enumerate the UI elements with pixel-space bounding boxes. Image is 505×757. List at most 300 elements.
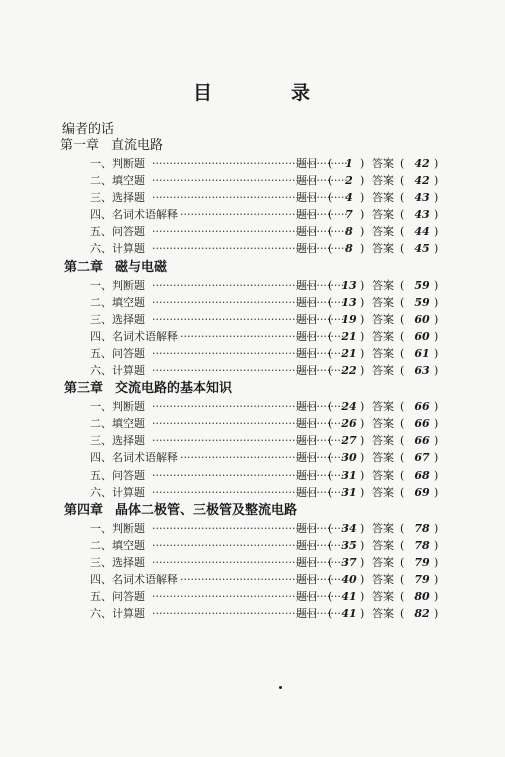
- answer-label: 答案: [372, 607, 394, 621]
- close-paren: ): [434, 242, 439, 256]
- open-paren: (: [328, 295, 333, 309]
- toc-entry: [60, 432, 460, 449]
- question-page-number: 8: [345, 242, 353, 256]
- toc-entry: [60, 467, 460, 484]
- answer-label: 答案: [372, 329, 394, 343]
- entry-label: 计算题: [112, 607, 145, 621]
- dot-leader: [152, 537, 348, 554]
- entry-index: 二、: [90, 538, 112, 552]
- close-paren: ): [434, 521, 439, 535]
- chapter-heading: [64, 379, 460, 398]
- chapter-title: 晶体二极管、三极管及整流电路: [115, 502, 298, 518]
- open-paren: (: [400, 538, 405, 552]
- answer-label: 答案: [372, 364, 394, 378]
- answer-page-number: 78: [414, 521, 430, 535]
- open-paren: (: [400, 242, 405, 256]
- answer-page-number: 60: [414, 329, 430, 343]
- open-paren: (: [328, 364, 333, 378]
- close-paren: ): [434, 485, 439, 499]
- question-label: 题目: [296, 468, 318, 482]
- answer-page-number: 79: [414, 572, 430, 586]
- close-paren: ): [360, 225, 365, 239]
- entry-index: 三、: [90, 434, 112, 448]
- answer-page-number: 67: [414, 451, 430, 465]
- close-paren: ): [434, 572, 439, 586]
- entry-index: 六、: [90, 485, 112, 499]
- question-label: 题目: [296, 590, 318, 604]
- entry-label: 计算题: [112, 242, 145, 256]
- question-page-number: 13: [341, 278, 357, 292]
- close-paren: ): [360, 485, 365, 499]
- open-paren: (: [400, 191, 405, 205]
- close-paren: ): [434, 278, 439, 292]
- answer-label: 答案: [372, 295, 394, 309]
- close-paren: ): [360, 364, 365, 378]
- question-label: 题目: [296, 346, 318, 360]
- close-paren: ): [434, 607, 439, 621]
- answer-page-number: 44: [414, 225, 430, 239]
- preface-entry: 编者的话: [62, 122, 115, 137]
- dot-leader: [152, 345, 348, 362]
- close-paren: ): [434, 174, 439, 188]
- open-paren: (: [328, 174, 333, 188]
- dot-leader: [152, 398, 348, 415]
- answer-label: 答案: [372, 346, 394, 360]
- close-paren: ): [434, 225, 439, 239]
- toc-entry: [60, 398, 460, 415]
- close-paren: ): [360, 278, 365, 292]
- question-label: 题目: [296, 555, 318, 569]
- chapter-heading: [64, 258, 460, 277]
- entry-index: 二、: [90, 295, 112, 309]
- question-label: 题目: [296, 191, 318, 205]
- dot-leader: [152, 362, 348, 379]
- answer-page-number: 45: [414, 242, 430, 256]
- open-paren: (: [400, 157, 405, 170]
- answer-label: 答案: [372, 434, 394, 448]
- answer-label: 答案: [372, 157, 394, 170]
- toc-entry: [60, 362, 460, 379]
- dot-leader: [152, 415, 348, 432]
- toc-entry: [60, 484, 460, 501]
- entry-label: 问答题: [112, 346, 145, 360]
- answer-page-number: 78: [414, 538, 430, 552]
- answer-page-number: 69: [414, 485, 430, 499]
- open-paren: (: [400, 346, 405, 360]
- question-page-number: 35: [341, 538, 357, 552]
- answer-page-number: 82: [414, 607, 430, 621]
- entry-index: 六、: [90, 242, 112, 256]
- toc-entry: [60, 311, 460, 328]
- chapter-number: 第三章: [64, 381, 104, 397]
- entry-label: 问答题: [112, 590, 145, 604]
- question-page-number: 30: [341, 451, 357, 465]
- close-paren: ): [434, 468, 439, 482]
- question-label: 题目: [296, 400, 318, 414]
- answer-label: 答案: [372, 208, 394, 222]
- answer-page-number: 42: [414, 174, 430, 188]
- open-paren: (: [400, 278, 405, 292]
- open-paren: (: [328, 468, 333, 482]
- open-paren: (: [328, 451, 333, 465]
- close-paren: ): [434, 191, 439, 205]
- entry-index: 一、: [90, 157, 112, 170]
- question-page-number: 41: [341, 607, 357, 621]
- entry-index: 四、: [90, 208, 112, 222]
- open-paren: (: [328, 521, 333, 535]
- close-paren: ): [360, 312, 365, 326]
- entry-index: 二、: [90, 417, 112, 431]
- chapter-title: 磁与电磁: [115, 259, 168, 275]
- open-paren: (: [400, 607, 405, 621]
- entry-label: 判断题: [112, 400, 145, 414]
- answer-label: 答案: [372, 468, 394, 482]
- answer-label: 答案: [372, 451, 394, 465]
- entry-index: 三、: [90, 191, 112, 205]
- close-paren: ): [360, 521, 365, 535]
- entry-index: 三、: [90, 312, 112, 326]
- entry-label: 名词术语解释: [112, 329, 178, 343]
- entry-index: 二、: [90, 174, 112, 188]
- close-paren: ): [434, 434, 439, 448]
- answer-page-number: 43: [414, 208, 430, 222]
- close-paren: ): [434, 590, 439, 604]
- open-paren: (: [328, 400, 333, 414]
- entry-label: 计算题: [112, 485, 145, 499]
- answer-page-number: 59: [414, 278, 430, 292]
- close-paren: ): [360, 208, 365, 222]
- question-page-number: 19: [341, 312, 357, 326]
- question-page-number: 13: [341, 295, 357, 309]
- answer-label: 答案: [372, 278, 394, 292]
- question-label: 题目: [296, 157, 318, 170]
- close-paren: ): [360, 538, 365, 552]
- chapter-title: 直流电路: [111, 138, 164, 153]
- answer-label: 答案: [372, 417, 394, 431]
- entry-index: 三、: [90, 555, 112, 569]
- open-paren: (: [328, 242, 333, 256]
- question-page-number: 7: [345, 208, 353, 222]
- answer-page-number: 79: [414, 555, 430, 569]
- toc-entry: [60, 277, 460, 294]
- answer-label: 答案: [372, 572, 394, 586]
- open-paren: (: [328, 572, 333, 586]
- open-paren: (: [328, 329, 333, 343]
- entry-label: 选择题: [112, 555, 145, 569]
- close-paren: ): [434, 157, 439, 170]
- close-paren: ): [360, 295, 365, 309]
- answer-label: 答案: [372, 538, 394, 552]
- close-paren: ): [434, 329, 439, 343]
- entry-index: 一、: [90, 400, 112, 414]
- entry-label: 填空题: [112, 417, 145, 431]
- entry-index: 五、: [90, 346, 112, 360]
- entry-label: 问答题: [112, 468, 145, 482]
- answer-label: 答案: [372, 590, 394, 604]
- chapter-number: 第一章: [60, 138, 100, 153]
- answer-label: 答案: [372, 485, 394, 499]
- entry-label: 填空题: [112, 174, 145, 188]
- open-paren: (: [328, 312, 333, 326]
- question-label: 题目: [296, 485, 318, 499]
- entry-label: 计算题: [112, 364, 145, 378]
- open-paren: (: [328, 607, 333, 621]
- toc-entry: [60, 345, 460, 362]
- close-paren: ): [360, 607, 365, 621]
- dot-leader: [152, 432, 348, 449]
- dot-leader: [152, 240, 348, 257]
- open-paren: (: [400, 434, 405, 448]
- answer-page-number: 80: [414, 590, 430, 604]
- chapter-title: 交流电路的基本知识: [115, 381, 233, 397]
- question-label: 题目: [296, 174, 318, 188]
- question-page-number: 8: [345, 225, 353, 239]
- open-paren: (: [400, 295, 405, 309]
- dot-leader: [152, 467, 348, 484]
- open-paren: (: [400, 590, 405, 604]
- answer-page-number: 61: [414, 346, 430, 360]
- entry-label: 选择题: [112, 191, 145, 205]
- close-paren: ): [434, 417, 439, 431]
- close-paren: ): [360, 555, 365, 569]
- question-label: 题目: [296, 242, 318, 256]
- close-paren: ): [360, 329, 365, 343]
- open-paren: (: [328, 157, 333, 170]
- open-paren: (: [400, 174, 405, 188]
- entry-label: 填空题: [112, 295, 145, 309]
- open-paren: (: [328, 538, 333, 552]
- toc-entry: [60, 294, 460, 311]
- answer-label: 答案: [372, 225, 394, 239]
- dot-leader: [152, 172, 348, 189]
- open-paren: (: [400, 417, 405, 431]
- answer-label: 答案: [372, 242, 394, 256]
- entry-label: 填空题: [112, 538, 145, 552]
- dot-leader: [152, 588, 348, 605]
- dot-leader: [152, 449, 348, 466]
- question-label: 题目: [296, 572, 318, 586]
- close-paren: ): [360, 174, 365, 188]
- close-paren: ): [434, 555, 439, 569]
- page-title: 目 录: [192, 82, 340, 104]
- open-paren: (: [328, 278, 333, 292]
- close-paren: ): [434, 312, 439, 326]
- entry-label: 判断题: [112, 521, 145, 535]
- entry-index: 五、: [90, 468, 112, 482]
- question-label: 题目: [296, 295, 318, 309]
- answer-page-number: 66: [414, 417, 430, 431]
- answer-page-number: 42: [414, 157, 430, 170]
- entry-label: 判断题: [112, 157, 145, 170]
- question-page-number: 1: [345, 157, 353, 170]
- answer-page-number: 63: [414, 364, 430, 378]
- question-page-number: 2: [345, 174, 353, 188]
- entry-index: 一、: [90, 278, 112, 292]
- question-label: 题目: [296, 417, 318, 431]
- open-paren: (: [400, 225, 405, 239]
- open-paren: (: [400, 364, 405, 378]
- open-paren: (: [328, 555, 333, 569]
- page-mark: [279, 686, 282, 689]
- close-paren: ): [360, 191, 365, 205]
- answer-label: 答案: [372, 521, 394, 535]
- close-paren: ): [360, 572, 365, 586]
- toc-entry: [60, 189, 460, 206]
- chapter-number: 第四章: [64, 502, 104, 518]
- entry-index: 四、: [90, 451, 112, 465]
- question-label: 题目: [296, 208, 318, 222]
- open-paren: (: [400, 468, 405, 482]
- entry-label: 问答题: [112, 225, 145, 239]
- answer-label: 答案: [372, 174, 394, 188]
- close-paren: ): [360, 417, 365, 431]
- question-page-number: 21: [341, 346, 357, 360]
- close-paren: ): [434, 208, 439, 222]
- open-paren: (: [400, 400, 405, 414]
- question-page-number: 31: [341, 485, 357, 499]
- close-paren: ): [434, 538, 439, 552]
- dot-leader: [152, 277, 348, 294]
- entry-index: 五、: [90, 225, 112, 239]
- entry-label: 选择题: [112, 434, 145, 448]
- open-paren: (: [400, 312, 405, 326]
- close-paren: ): [360, 468, 365, 482]
- answer-page-number: 43: [414, 191, 430, 205]
- toc-entry: [60, 223, 460, 240]
- toc-entry: [60, 520, 460, 537]
- close-paren: ): [434, 346, 439, 360]
- toc-entry: [60, 537, 460, 554]
- dot-leader: [152, 328, 348, 345]
- entry-label: 名词术语解释: [112, 451, 178, 465]
- close-paren: ): [360, 400, 365, 414]
- open-paren: (: [328, 208, 333, 222]
- toc-entry: [60, 240, 460, 257]
- entry-label: 名词术语解释: [112, 208, 178, 222]
- close-paren: ): [360, 434, 365, 448]
- close-paren: ): [360, 242, 365, 256]
- answer-page-number: 66: [414, 434, 430, 448]
- open-paren: (: [328, 417, 333, 431]
- toc-entry: [60, 571, 460, 588]
- toc-entry: [60, 449, 460, 466]
- close-paren: ): [434, 451, 439, 465]
- close-paren: ): [360, 157, 365, 170]
- toc-entry: [60, 554, 460, 571]
- question-page-number: 27: [341, 434, 357, 448]
- answer-page-number: 66: [414, 400, 430, 414]
- answer-label: 答案: [372, 191, 394, 205]
- question-label: 题目: [296, 329, 318, 343]
- entry-index: 六、: [90, 364, 112, 378]
- toc-entry: [60, 415, 460, 432]
- question-page-number: 34: [341, 521, 357, 535]
- open-paren: (: [328, 346, 333, 360]
- toc-entry: [60, 155, 460, 172]
- close-paren: ): [360, 590, 365, 604]
- dot-leader: [152, 571, 348, 588]
- dot-leader: [152, 294, 348, 311]
- dot-leader: [152, 311, 348, 328]
- question-page-number: 41: [341, 590, 357, 604]
- entry-index: 四、: [90, 329, 112, 343]
- open-paren: (: [328, 225, 333, 239]
- answer-page-number: 59: [414, 295, 430, 309]
- dot-leader: [152, 206, 348, 223]
- close-paren: ): [434, 364, 439, 378]
- question-label: 题目: [296, 225, 318, 239]
- toc-entry: [60, 206, 460, 223]
- question-page-number: 37: [341, 555, 357, 569]
- answer-page-number: 60: [414, 312, 430, 326]
- question-page-number: 4: [345, 191, 353, 205]
- open-paren: (: [400, 451, 405, 465]
- question-label: 题目: [296, 538, 318, 552]
- toc-entry: [60, 605, 460, 622]
- open-paren: (: [400, 521, 405, 535]
- open-paren: (: [328, 590, 333, 604]
- question-label: 题目: [296, 278, 318, 292]
- dot-leader: [152, 554, 348, 571]
- toc-entry: [60, 172, 460, 189]
- close-paren: ): [434, 295, 439, 309]
- open-paren: (: [400, 572, 405, 586]
- dot-leader: [152, 223, 348, 240]
- dot-leader: [152, 520, 348, 537]
- close-paren: ): [360, 346, 365, 360]
- question-page-number: 31: [341, 468, 357, 482]
- dot-leader: [152, 484, 348, 501]
- toc-entry: [60, 328, 460, 345]
- question-label: 题目: [296, 312, 318, 326]
- chapter-number: 第二章: [64, 259, 104, 275]
- entry-label: 名词术语解释: [112, 572, 178, 586]
- question-page-number: 22: [341, 364, 357, 378]
- entry-index: 四、: [90, 572, 112, 586]
- question-page-number: 26: [341, 417, 357, 431]
- open-paren: (: [400, 329, 405, 343]
- entry-index: 五、: [90, 590, 112, 604]
- dot-leader: [152, 189, 348, 206]
- entry-label: 判断题: [112, 278, 145, 292]
- chapter-heading: [64, 501, 460, 520]
- open-paren: (: [328, 485, 333, 499]
- question-label: 题目: [296, 364, 318, 378]
- answer-label: 答案: [372, 312, 394, 326]
- chapter-heading: [60, 136, 460, 155]
- open-paren: (: [400, 485, 405, 499]
- table-of-contents: [60, 136, 460, 622]
- question-page-number: 21: [341, 329, 357, 343]
- open-paren: (: [328, 434, 333, 448]
- toc-entry: [60, 588, 460, 605]
- entry-index: 六、: [90, 607, 112, 621]
- question-label: 题目: [296, 521, 318, 535]
- question-page-number: 24: [341, 400, 357, 414]
- answer-page-number: 68: [414, 468, 430, 482]
- entry-index: 一、: [90, 521, 112, 535]
- entry-label: 选择题: [112, 312, 145, 326]
- open-paren: (: [328, 191, 333, 205]
- question-label: 题目: [296, 434, 318, 448]
- question-label: 题目: [296, 607, 318, 621]
- question-page-number: 40: [341, 572, 357, 586]
- question-label: 题目: [296, 451, 318, 465]
- close-paren: ): [360, 451, 365, 465]
- answer-label: 答案: [372, 400, 394, 414]
- answer-label: 答案: [372, 555, 394, 569]
- dot-leader: [152, 155, 348, 172]
